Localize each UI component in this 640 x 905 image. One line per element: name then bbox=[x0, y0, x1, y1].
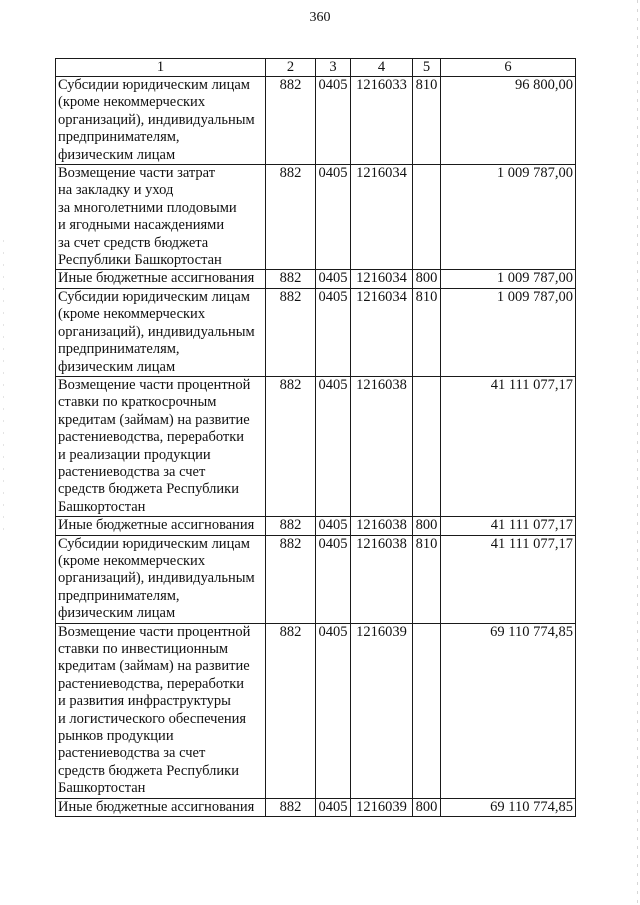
row-amount: 69 110 774,85 bbox=[441, 798, 576, 816]
row-section-code: 0405 bbox=[316, 798, 351, 816]
row-name: Возмещение части затрат на закладку и уход за многолетними плодовыми и ягодными насаждениями за счет средств бюджета Республики Башкортостан bbox=[56, 165, 266, 270]
row-section-code: 0405 bbox=[316, 376, 351, 516]
table-row bbox=[56, 535, 576, 623]
row-target-code: 1216038 bbox=[351, 376, 413, 516]
table-row bbox=[56, 288, 576, 376]
row-section-code: 0405 bbox=[316, 77, 351, 165]
header-col-1: 1 bbox=[56, 59, 266, 77]
row-expense-type: 810 bbox=[413, 535, 441, 623]
scan-edge-right bbox=[637, 0, 638, 905]
row-section-code: 0405 bbox=[316, 535, 351, 623]
row-admin-code: 882 bbox=[266, 270, 316, 288]
row-name: Субсидии юридическим лицам (кроме некоммерческих организаций), индивидуальным предпринимателям, физическим лицам bbox=[56, 535, 266, 623]
budget-table bbox=[55, 58, 576, 817]
table-row bbox=[56, 270, 576, 288]
row-amount: 1 009 787,00 bbox=[441, 270, 576, 288]
row-expense-type: 800 bbox=[413, 798, 441, 816]
header-col-4: 4 bbox=[351, 59, 413, 77]
scan-edge-left bbox=[3, 240, 4, 540]
table-row bbox=[56, 623, 576, 798]
row-expense-type bbox=[413, 376, 441, 516]
row-name: Иные бюджетные ассигнования bbox=[56, 517, 266, 535]
row-expense-type bbox=[413, 623, 441, 798]
row-amount: 1 009 787,00 bbox=[441, 165, 576, 270]
table-row bbox=[56, 77, 576, 165]
table-row bbox=[56, 798, 576, 816]
row-admin-code: 882 bbox=[266, 535, 316, 623]
row-target-code: 1216034 bbox=[351, 270, 413, 288]
row-amount: 69 110 774,85 bbox=[441, 623, 576, 798]
row-admin-code: 882 bbox=[266, 517, 316, 535]
row-name: Иные бюджетные ассигнования bbox=[56, 270, 266, 288]
row-admin-code: 882 bbox=[266, 165, 316, 270]
row-amount: 1 009 787,00 bbox=[441, 288, 576, 376]
row-expense-type: 800 bbox=[413, 517, 441, 535]
row-amount: 41 111 077,17 bbox=[441, 376, 576, 516]
row-name: Возмещение части процентной ставки по краткосрочным кредитам (займам) на развитие растениеводства, переработки и реализации продукции растениеводства за счет средств бюджета Республики Башкортостан bbox=[56, 376, 266, 516]
row-target-code: 1216039 bbox=[351, 798, 413, 816]
header-col-2: 2 bbox=[266, 59, 316, 77]
header-col-6: 6 bbox=[441, 59, 576, 77]
row-section-code: 0405 bbox=[316, 623, 351, 798]
row-target-code: 1216034 bbox=[351, 288, 413, 376]
header-col-5: 5 bbox=[413, 59, 441, 77]
row-amount: 96 800,00 bbox=[441, 77, 576, 165]
row-section-code: 0405 bbox=[316, 288, 351, 376]
table-row bbox=[56, 165, 576, 270]
row-expense-type bbox=[413, 165, 441, 270]
row-expense-type: 800 bbox=[413, 270, 441, 288]
row-admin-code: 882 bbox=[266, 798, 316, 816]
header-col-3: 3 bbox=[316, 59, 351, 77]
row-amount: 41 111 077,17 bbox=[441, 517, 576, 535]
row-amount: 41 111 077,17 bbox=[441, 535, 576, 623]
row-admin-code: 882 bbox=[266, 77, 316, 165]
row-expense-type: 810 bbox=[413, 77, 441, 165]
row-expense-type: 810 bbox=[413, 288, 441, 376]
row-admin-code: 882 bbox=[266, 376, 316, 516]
row-admin-code: 882 bbox=[266, 288, 316, 376]
row-name: Иные бюджетные ассигнования bbox=[56, 798, 266, 816]
row-target-code: 1216033 bbox=[351, 77, 413, 165]
table-row bbox=[56, 376, 576, 516]
row-target-code: 1216038 bbox=[351, 535, 413, 623]
row-section-code: 0405 bbox=[316, 270, 351, 288]
table-row bbox=[56, 517, 576, 535]
row-target-code: 1216034 bbox=[351, 165, 413, 270]
row-name: Возмещение части процентной ставки по инвестиционным кредитам (займам) на развитие растениеводства, переработки и развития инфраструктуры и логистического обеспечения рынков продукции растениеводства за счет средств бюджета Республики Башкортостан bbox=[56, 623, 266, 798]
row-name: Субсидии юридическим лицам (кроме некоммерческих организаций), индивидуальным предпринимателям, физическим лицам bbox=[56, 288, 266, 376]
row-target-code: 1216038 bbox=[351, 517, 413, 535]
table-header-row bbox=[56, 59, 576, 77]
page-number: 360 bbox=[309, 10, 331, 25]
row-admin-code: 882 bbox=[266, 623, 316, 798]
row-section-code: 0405 bbox=[316, 165, 351, 270]
row-target-code: 1216039 bbox=[351, 623, 413, 798]
row-section-code: 0405 bbox=[316, 517, 351, 535]
row-name: Субсидии юридическим лицам (кроме некоммерческих организаций), индивидуальным предпринимателям, физическим лицам bbox=[56, 77, 266, 165]
